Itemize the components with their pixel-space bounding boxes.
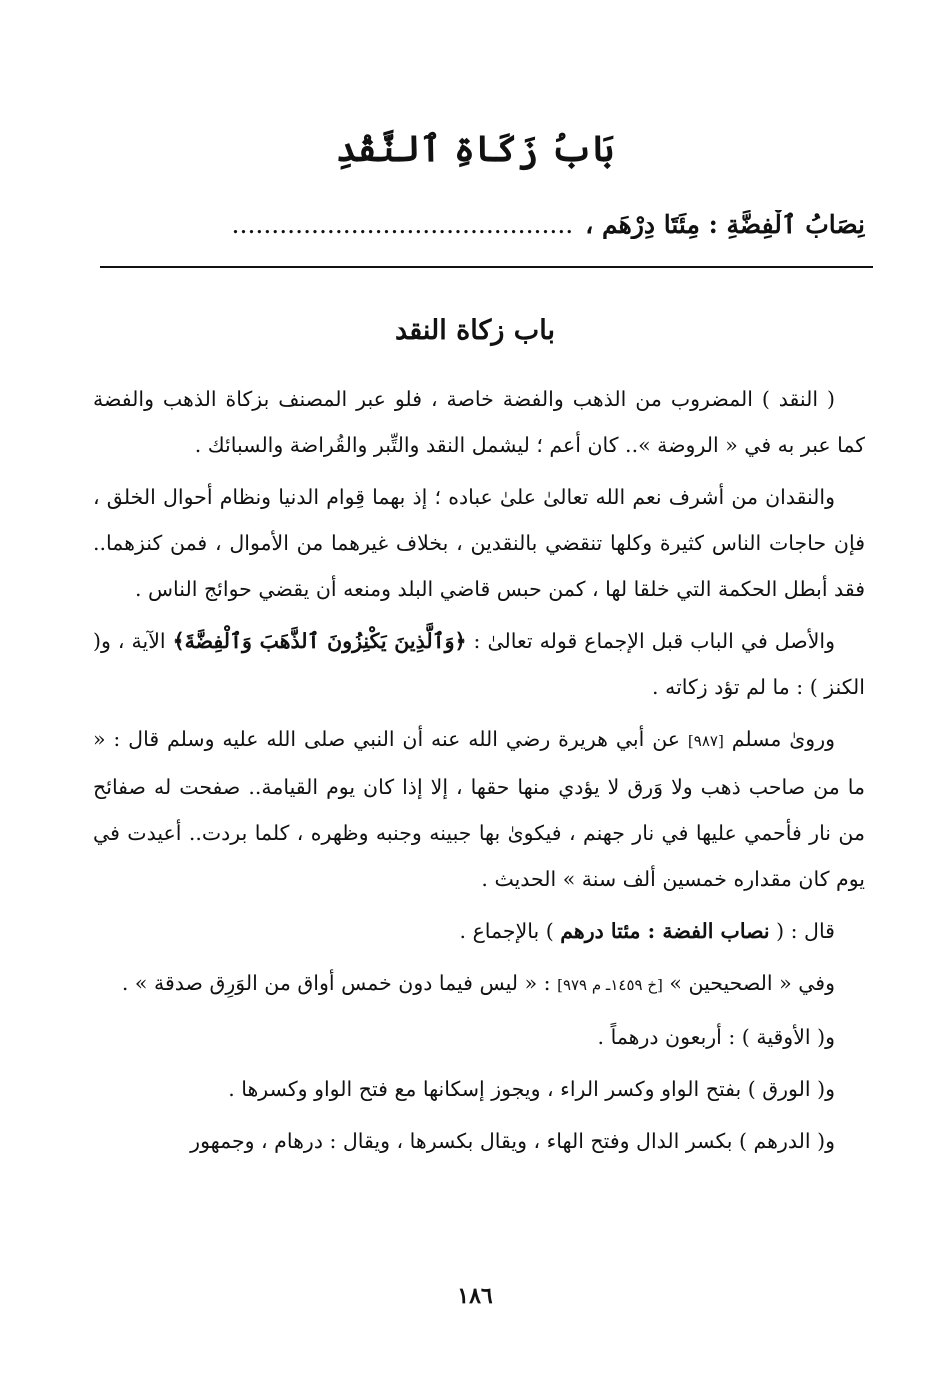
commentary-body bbox=[93, 376, 865, 1170]
paragraph-4-rest: عن أبي هريرة رضي الله عنه أن النبي صلى الله عليه وسلم قال : « ما من صاحب ذهب ولا وَرق لا يؤدي منها حقها ، إلا إذا كان يوم القيامة.. صفحت له صفائح من نار فأحمي عليها في نار جهنم ، فيكوىٰ بها جبينه وجنبه وظهره ، كلما بردت.. أعيدت في يوم كان مقداره خمسين ألف سنة » الحديث . bbox=[93, 727, 865, 891]
paragraph-1: ( النقد ) المضروب من الذهب والفضة خاصة ، فلو عبر المصنف بزكاة الذهب والفضة كما عبر به في « الروضة ».. كان أعم ؛ ليشمل النقد والتِّبر والقُراضة والسبائك . bbox=[93, 387, 865, 457]
matn-quote: نصاب الفضة : مئتا درهم bbox=[560, 919, 770, 943]
paragraph-2: والنقدان من أشرف نعم الله تعالىٰ علىٰ عباده ؛ إذ بهما قِوام الدنيا ونظام أحوال الخلق ، فإن حاجات الناس كثيرة وكلها تنقضي بالنقدين ، بخلاف غيرهما من الأموال ، فمن كنزهما.. فقد أبطل الحكمة التي خلقا لها ، كمن حبس قاضي البلد ومنعه أن يقضي حوائج الناس . bbox=[93, 485, 865, 601]
paragraph-9: و( الدرهم ) بكسر الدال وفتح الهاء ، ويقال بكسرها ، ويقال : درهام ، وجمهور bbox=[190, 1129, 835, 1153]
paragraph-4-intro: وروىٰ مسلم bbox=[731, 727, 835, 751]
paragraph-8: و( الورق ) بفتح الواو وكسر الراء ، ويجوز إسكانها مع فتح الواو وكسرها . bbox=[228, 1077, 835, 1101]
paragraph-6-rest: : « ليس فيما دون خمس أواق من الوَرِق صدقة » . bbox=[121, 971, 551, 995]
page-number: ١٨٦ bbox=[457, 1283, 493, 1309]
matn-dots: ........................................... bbox=[231, 210, 574, 239]
hadith-reference: [٩٨٧] bbox=[687, 732, 724, 750]
sahihain-reference: [خ ١٤٥٩ـ م ٩٧٩] bbox=[557, 976, 663, 994]
matn-line bbox=[95, 210, 865, 239]
section-heading: باب زكاة النقد bbox=[395, 315, 555, 346]
paragraph-5 bbox=[93, 908, 865, 954]
quran-verse: ﴿وَٱلَّذِينَ يَكْنِزُونَ ٱلذَّهَبَ وَٱلْفِضَّةَ﴾ bbox=[172, 629, 467, 653]
paragraph-4 bbox=[93, 716, 865, 902]
paragraph-5-intro: قال : ( bbox=[776, 919, 835, 943]
separator-rule bbox=[100, 266, 873, 268]
chapter-title: بَابُ زَكَاةِ ٱلنَّقْدِ bbox=[335, 128, 615, 170]
paragraph-7: و( الأوقية ) : أربعون درهماً . bbox=[597, 1025, 835, 1049]
paragraph-3-rest: الآية ، و( الكنز ) : ما لم تؤد زكاته . bbox=[93, 629, 865, 699]
paragraph-6-intro: وفي « الصحيحين » bbox=[669, 971, 835, 995]
paragraph-3 bbox=[93, 618, 865, 710]
paragraph-6 bbox=[93, 960, 865, 1008]
paragraph-5-rest: ) بالإجماع . bbox=[459, 919, 554, 943]
paragraph-3-intro: والأصل في الباب قبل الإجماع قوله تعالىٰ : bbox=[473, 629, 835, 653]
matn-text: نِصَابُ ٱلْفِضَّةِ : مِئَتَا دِرْهَمٍ ، bbox=[585, 210, 865, 239]
